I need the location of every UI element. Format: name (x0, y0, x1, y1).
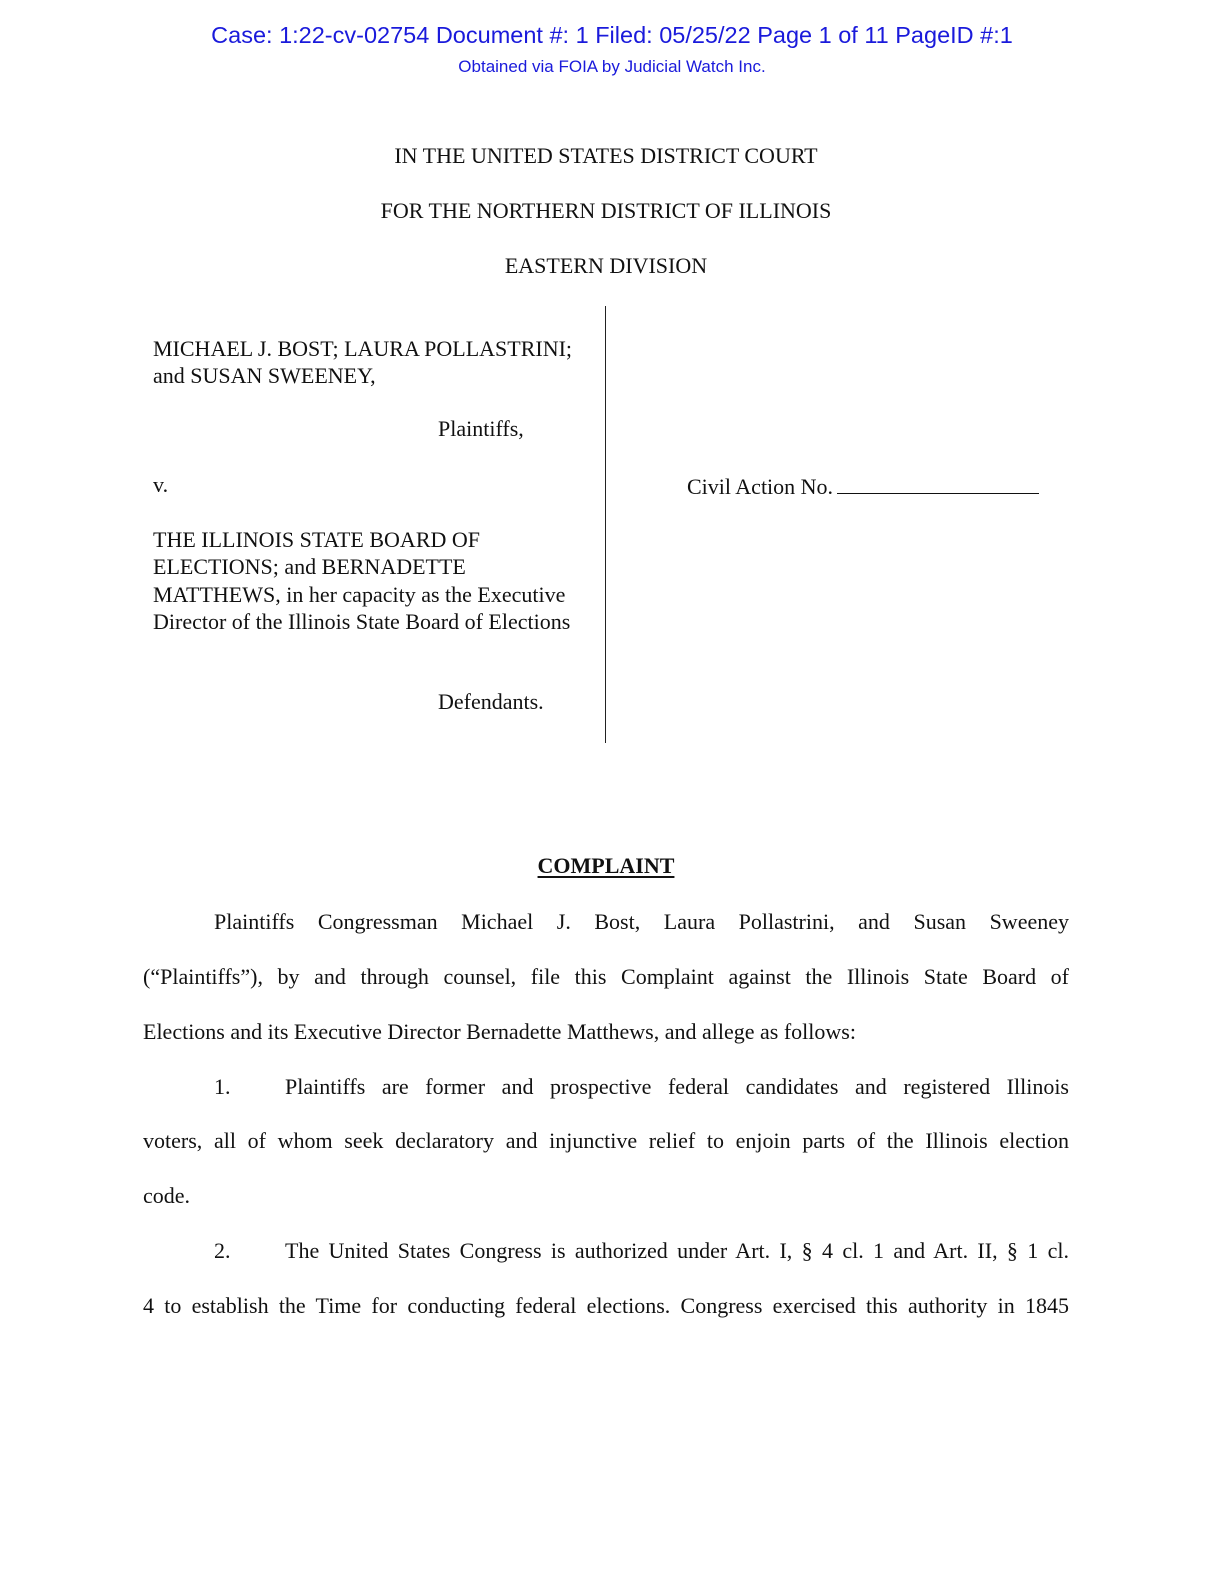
paragraph-1-line-2: voters, all of whom seek declaratory and injunctive relief to enjoin parts of the Illinois election (143, 1128, 1069, 1153)
caption-divider (605, 306, 606, 743)
intro-line-2: (“Plaintiffs”), by and through counsel, file this Complaint against the Illinois State Board of (143, 964, 1069, 989)
court-name: IN THE UNITED STATES DISTRICT COURT (394, 143, 818, 168)
paragraph-2-line-1: The United States Congress is authorized under Art. I, § 4 cl. 1 and Art. II, § 1 cl. (285, 1238, 1069, 1263)
paragraph-1-line-1: Plaintiffs are former and prospective federal candidates and registered Illinois (285, 1074, 1069, 1099)
plaintiffs-label: Plaintiffs, (438, 416, 524, 441)
paragraph-2-line-2: 4 to establish the Time for conducting federal elections. Congress exercised this authority in 1845 (143, 1293, 1069, 1318)
paragraph-number: 1. (214, 1074, 231, 1099)
defendants-label: Defendants. (438, 689, 544, 714)
court-division: EASTERN DIVISION (504, 253, 708, 278)
case-header-stamp: Case: 1:22-cv-02754 Document #: 1 Filed: 05/25/22 Page 1 of 11 PageID #:1 (211, 22, 1013, 48)
defendants-names: THE ILLINOIS STATE BOARD OF ELECTIONS; and BERNADETTE MATTHEWS, in her capacity as the Executive Director of the Illinois State Board of Elections (153, 527, 571, 634)
paragraph-number: 2. (214, 1238, 231, 1263)
versus-label: v. (153, 472, 169, 497)
foia-notice: Obtained via FOIA by Judicial Watch Inc. (458, 57, 766, 76)
civil-action-blank (837, 471, 1039, 494)
complaint-title: COMPLAINT (537, 853, 675, 878)
civil-action-number (687, 471, 1039, 500)
plaintiffs-names: MICHAEL J. BOST; LAURA POLLASTRINI; and SUSAN SWEENEY, (153, 336, 573, 389)
civil-action-label: Civil Action No. (687, 474, 834, 499)
intro-line-1: Plaintiffs Congressman Michael J. Bost, Laura Pollastrini, and Susan Sweeney (214, 909, 1069, 934)
court-district: FOR THE NORTHERN DISTRICT OF ILLINOIS (380, 198, 832, 223)
intro-line-3: Elections and its Executive Director Bernadette Matthews, and allege as follows: (143, 1019, 856, 1044)
paragraph-1-line-3: code. (143, 1183, 191, 1208)
